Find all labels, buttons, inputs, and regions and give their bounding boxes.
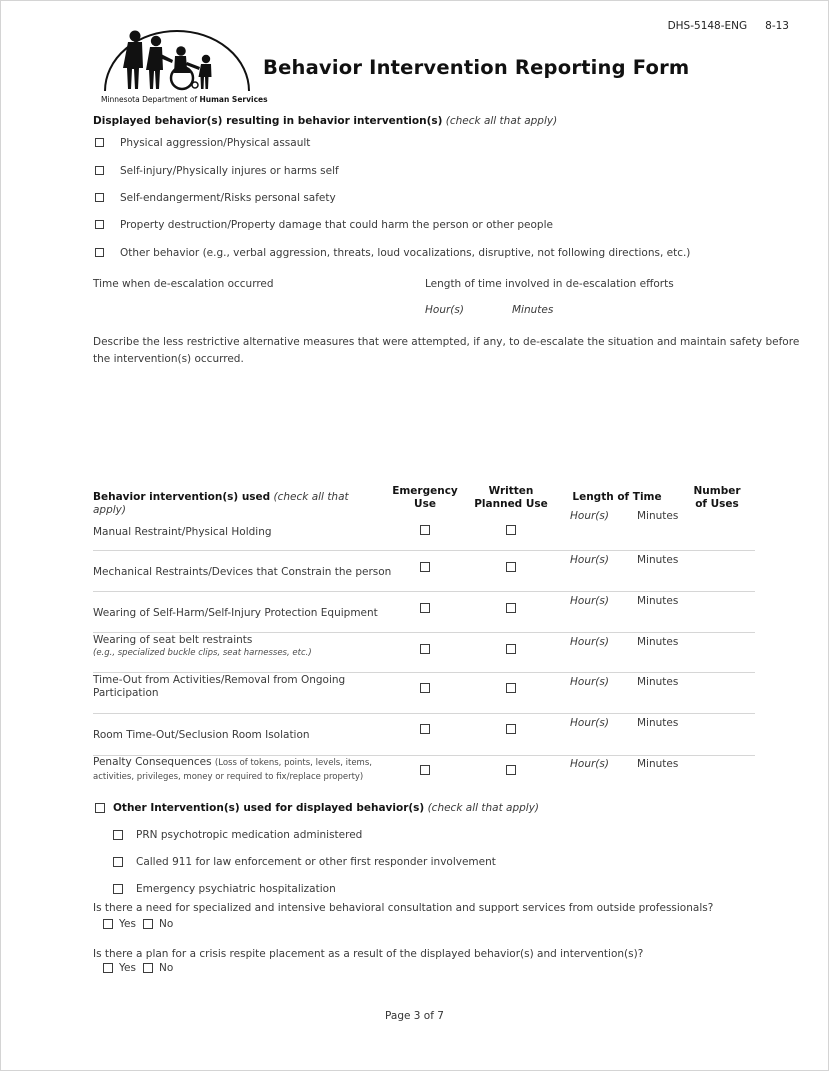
no-label: No	[159, 918, 174, 930]
checkbox-yes[interactable]	[103, 919, 113, 929]
row-divider	[93, 591, 755, 592]
minutes-sublabel: Minutes	[637, 676, 679, 688]
checkbox-yes[interactable]	[103, 963, 113, 973]
other-interventions-heading-text: Other Intervention(s) used for displayed behavior(s)	[113, 802, 425, 814]
hours-sublabel: Hour(s)	[570, 717, 609, 729]
minutes-sublabel: Minutes	[637, 717, 679, 729]
intervention-row-label: Manual Restraint/Physical Holding	[93, 526, 272, 538]
row-divider	[93, 672, 755, 673]
other-intervention-item-label: PRN psychotropic medication administered	[136, 829, 363, 841]
hours-sublabel: Hour(s)	[570, 595, 609, 607]
row-divider	[93, 713, 755, 714]
checkbox-emergency-use[interactable]	[420, 765, 430, 775]
form-revision: 8-13	[765, 20, 789, 32]
intervention-row-label: Room Time-Out/Seclusion Room Isolation	[93, 729, 310, 741]
intervention-row-label-text: Penalty Consequences	[93, 756, 212, 768]
intervention-row-label: Mechanical Restraints/Devices that Constrain the person	[93, 566, 392, 578]
behavior-item-label: Physical aggression/Physical assault	[120, 137, 311, 149]
checkbox-other-behavior[interactable]	[95, 248, 104, 257]
logo-caption-bold-text: Human Services	[199, 95, 268, 104]
page-number: Page 3 of 7	[385, 1010, 444, 1022]
checkbox-written-planned-use[interactable]	[506, 724, 516, 734]
minutes-sublabel: Minutes	[637, 595, 679, 607]
column-header-written-planned-use: Written Planned Use	[474, 485, 548, 510]
logo-caption	[101, 95, 268, 104]
dhs-logo-icon	[101, 26, 253, 92]
minutes-sublabel: Minutes	[637, 758, 679, 770]
column-header-emergency-use: Emergency Use	[392, 485, 458, 510]
minutes-sublabel: Minutes	[637, 554, 679, 566]
column-header-length-of-time: Length of Time	[572, 491, 662, 503]
intervention-row-label	[93, 634, 413, 660]
checkbox-emergency-use[interactable]	[420, 525, 430, 535]
behavior-item-label: Self-injury/Physically injures or harms self	[120, 165, 339, 177]
displayed-behaviors-heading-note: (check all that apply)	[445, 115, 558, 127]
checkbox-emergency-use[interactable]	[420, 683, 430, 693]
no-label: No	[159, 962, 174, 974]
checkbox-physical-aggression[interactable]	[95, 138, 104, 147]
question-crisis-respite-text: Is there a plan for a crisis respite placement as a result of the displayed behavior(s) and intervention(s)?	[93, 948, 644, 960]
intervention-row-note: (e.g., specialized buckle clips, seat harnesses, etc.)	[93, 648, 312, 658]
page-title: Behavior Intervention Reporting Form	[263, 56, 690, 79]
checkbox-prn-medication[interactable]	[113, 830, 123, 840]
other-interventions-heading-note: (check all that apply)	[427, 802, 540, 814]
checkbox-written-planned-use[interactable]	[506, 525, 516, 535]
checkbox-no[interactable]	[143, 919, 153, 929]
checkbox-psychiatric-hospitalization[interactable]	[113, 884, 123, 894]
question-consultation-text: Is there a need for specialized and intensive behavioral consultation and support services from outside professionals?	[93, 902, 714, 914]
interventions-table-heading	[93, 491, 383, 517]
checkbox-written-planned-use[interactable]	[506, 644, 516, 654]
displayed-behaviors-heading	[93, 115, 557, 127]
deescalation-length-label: Length of time involved in de-escalation efforts	[425, 278, 674, 290]
deescalation-hours-label: Hour(s)	[425, 304, 464, 316]
checkbox-self-injury[interactable]	[95, 166, 104, 175]
form-number	[668, 20, 789, 32]
intervention-row-label	[93, 756, 401, 784]
intervention-row-label-text: Wearing of seat belt restraints	[93, 634, 253, 646]
interventions-table-heading-note: (check all that apply)	[93, 491, 349, 516]
other-interventions-heading	[113, 802, 539, 814]
behavior-item-label: Property destruction/Property damage that could harm the person or other people	[120, 219, 553, 231]
row-divider	[93, 632, 755, 633]
checkbox-emergency-use[interactable]	[420, 644, 430, 654]
behavior-item-label: Self-endangerment/Risks personal safety	[120, 192, 336, 204]
row-divider	[93, 550, 755, 551]
logo-caption-text: Minnesota Department of	[101, 95, 198, 104]
checkbox-emergency-use[interactable]	[420, 724, 430, 734]
minutes-sublabel: Minutes	[637, 636, 679, 648]
describe-measures-text: Describe the less restrictive alternative measures that were attempted, if any, to de-escalate the situation and maintain safety before the intervention(s) occurred.	[93, 336, 800, 365]
hours-sublabel: Hour(s)	[570, 510, 609, 522]
deescalation-time-label: Time when de-escalation occurred	[93, 278, 274, 290]
checkbox-self-endangerment[interactable]	[95, 193, 104, 202]
behavior-item-label: Other behavior (e.g., verbal aggression, threats, loud vocalizations, disruptive, not following directions, etc.)	[120, 247, 691, 259]
intervention-row-label: Time-Out from Activities/Removal from Ongoing Participation	[93, 674, 346, 699]
displayed-behaviors-heading-text: Displayed behavior(s) resulting in behavior intervention(s)	[93, 115, 443, 127]
hours-sublabel: Hour(s)	[570, 758, 609, 770]
checkbox-emergency-use[interactable]	[420, 603, 430, 613]
deescalation-minutes-label: Minutes	[512, 304, 554, 316]
yes-label: Yes	[119, 918, 136, 930]
hours-sublabel: Hour(s)	[570, 676, 609, 688]
interventions-table-heading-text: Behavior intervention(s) used	[93, 491, 271, 503]
checkbox-written-planned-use[interactable]	[506, 765, 516, 775]
checkbox-property-destruction[interactable]	[95, 220, 104, 229]
intervention-row-note: (Loss of tokens, points, levels, items, activities, privileges, money or required to fix/replace property)	[93, 758, 372, 782]
checkbox-written-planned-use[interactable]	[506, 683, 516, 693]
intervention-row-label: Wearing of Self-Harm/Self-Injury Protection Equipment	[93, 607, 378, 619]
form-number-code: DHS-5148-ENG	[667, 20, 748, 32]
other-intervention-item-label: Emergency psychiatric hospitalization	[136, 883, 336, 895]
dhs-logo	[101, 26, 268, 104]
checkbox-other-interventions[interactable]	[95, 803, 105, 813]
minutes-sublabel: Minutes	[637, 510, 679, 522]
other-intervention-item-label: Called 911 for law enforcement or other first responder involvement	[136, 856, 496, 868]
checkbox-emergency-use[interactable]	[420, 562, 430, 572]
checkbox-no[interactable]	[143, 963, 153, 973]
hours-sublabel: Hour(s)	[570, 554, 609, 566]
yes-label: Yes	[119, 962, 136, 974]
column-header-number-of-uses: Number of Uses	[693, 485, 741, 510]
checkbox-written-planned-use[interactable]	[506, 603, 516, 613]
hours-sublabel: Hour(s)	[570, 636, 609, 648]
checkbox-written-planned-use[interactable]	[506, 562, 516, 572]
checkbox-called-911[interactable]	[113, 857, 123, 867]
